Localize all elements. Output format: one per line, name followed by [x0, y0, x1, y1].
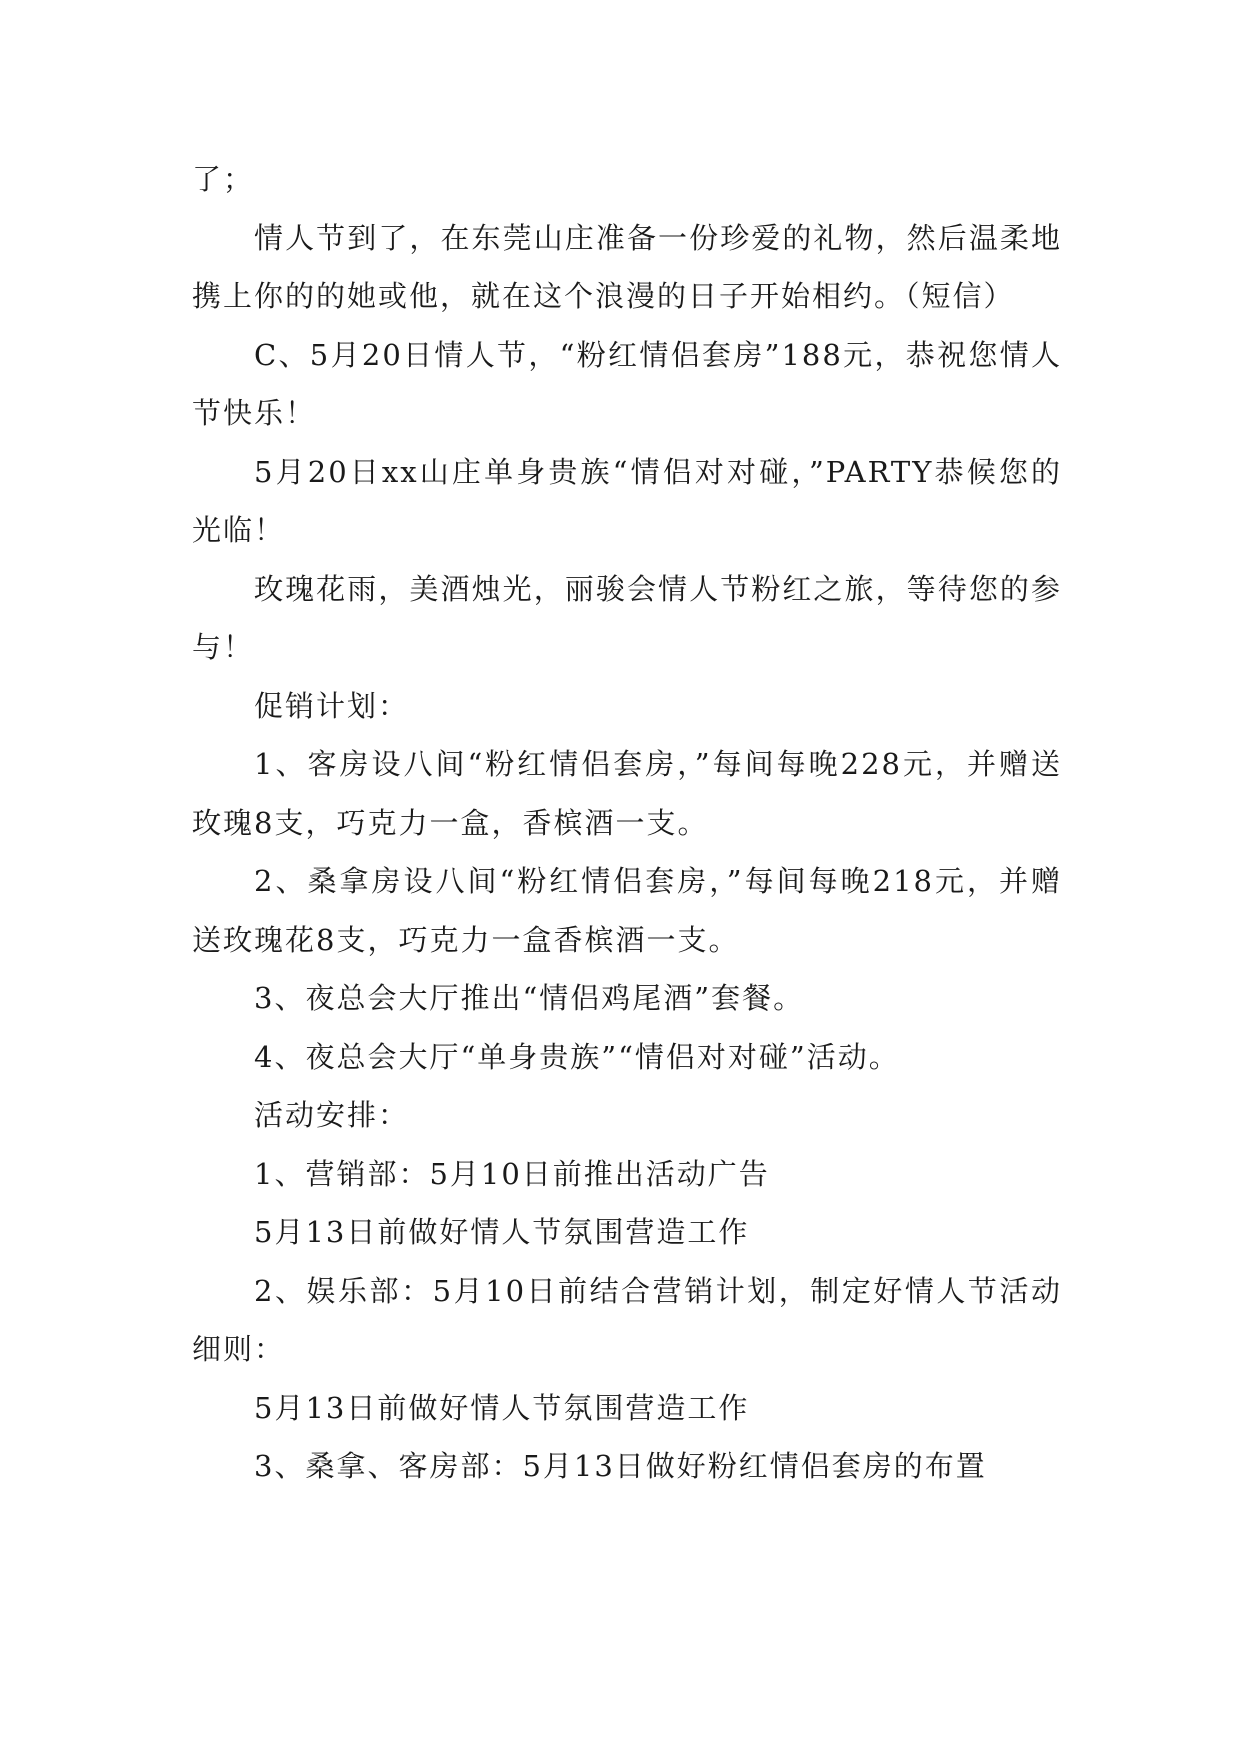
promotion-item-2: 2、桑拿房设八间“粉红情侣套房，”每间每晚218元，并赠送玫瑰花8支，巧克力一盒香槟酒一支。: [192, 864, 1062, 957]
arrangement-item-1-sub: 5月13日前做好情人节氛围营造工作: [254, 1215, 750, 1249]
promotion-item-4: 4、夜总会大厅“单身贵族”“情侣对对碰”活动。: [254, 1039, 900, 1074]
paragraph-party: 5月20日xx山庄单身贵族“情侣对对碰，”PARTY恭候您的光临！: [192, 454, 1062, 547]
arrangement-item-1: 1、营销部：5月10日前推出活动广告: [254, 1156, 770, 1191]
paragraph-continuation: 了；: [192, 162, 255, 196]
paragraph-option-c: C、5月20日情人节，“粉红情侣套房”188元，恭祝您情人节快乐！: [192, 337, 1062, 430]
document-body: [192, 150, 1062, 1496]
paragraph-rose-rain: 玫瑰花雨，美酒烛光，丽骏会情人节粉红之旅，等待您的参与！: [192, 571, 1062, 664]
paragraph-sms-greeting: 情人节到了，在东莞山庄准备一份珍爱的礼物，然后温柔地携上你的的她或他，就在这个浪漫的日子开始相约。（短信）: [192, 220, 1062, 313]
arrangement-item-2: 2、娱乐部：5月10日前结合营销计划，制定好情人节活动细则：: [192, 1273, 1062, 1366]
promotion-item-3: 3、夜总会大厅推出“情侣鸡尾酒”套餐。: [254, 981, 805, 1015]
promotion-item-1: 1、客房设八间“粉红情侣套房，”每间每晚228元，并赠送玫瑰8支，巧克力一盒，香槟酒一支。: [192, 747, 1062, 840]
section-heading-activity-arrangement: 活动安排：: [254, 1098, 410, 1132]
arrangement-item-3: 3、桑拿、客房部：5月13日做好粉红情侣套房的布置: [254, 1449, 987, 1483]
section-heading-promotion-plan: 促销计划：: [254, 688, 410, 723]
arrangement-item-2-sub: 5月13日前做好情人节氛围营造工作: [254, 1390, 750, 1425]
